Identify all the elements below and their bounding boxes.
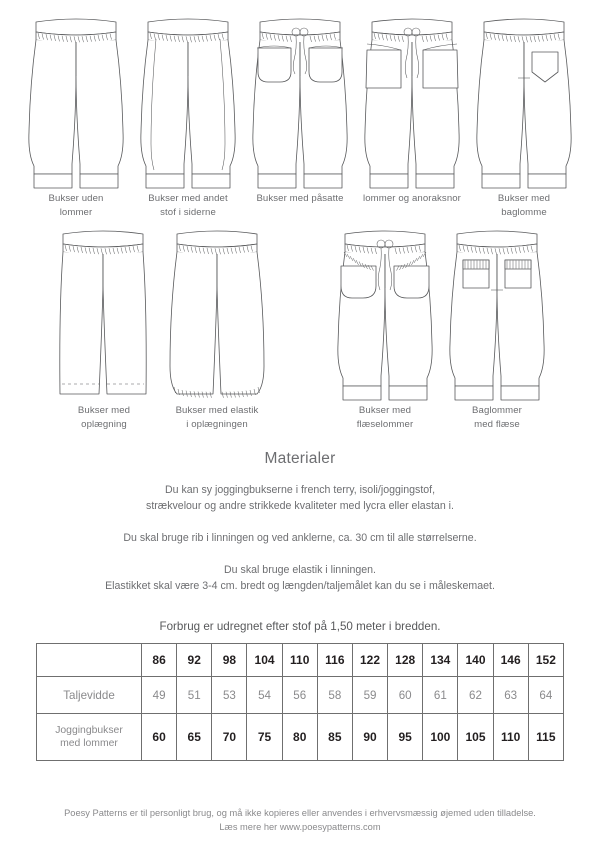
table-cell: 60 — [142, 714, 177, 761]
table-size-116: 116 — [317, 644, 352, 677]
illustration-row-2 — [0, 220, 600, 404]
illustration-row-1 — [0, 0, 600, 192]
table-cell: 61 — [423, 677, 458, 714]
table-row-label-taljevidde: Taljevidde — [37, 677, 142, 714]
table-size-146: 146 — [493, 644, 528, 677]
table-cell: 64 — [528, 677, 563, 714]
illustration-pants-slant-pockets-cord — [356, 14, 468, 192]
table-cell: 70 — [212, 714, 247, 761]
table-cell: 51 — [177, 677, 212, 714]
table-row-label-joggingbukser: Joggingbukser med lommer — [37, 714, 142, 761]
footer-copyright: Poesy Patterns er til personligt brug, og må ikke kopieres eller anvendes i erhvervsmæssig øjemed uden tilladelse. — [64, 808, 536, 818]
size-table — [36, 643, 564, 761]
caption-pants-patch-pockets: Bukser med påsatte — [256, 193, 344, 204]
materials-paragraph-fabric: Du kan sy joggingbukserne i french terry, isoli/joggingstof, strækvelour og andre strikkede kvaliteter med lycra eller elastan i. — [146, 484, 454, 512]
caption-row-2-spacer — [273, 404, 329, 432]
caption-row-2 — [0, 404, 600, 432]
table-size-104: 104 — [247, 644, 282, 677]
table-cell: 53 — [212, 677, 247, 714]
table-cell: 110 — [493, 714, 528, 761]
footer-website: Læs mere her www.poesypatterns.com — [219, 822, 381, 832]
illustration-pants-back-pocket — [468, 14, 580, 192]
illustration-pants-elastic-hem — [161, 226, 273, 404]
table-row-taljevidde — [37, 677, 564, 714]
table-cell: 75 — [247, 714, 282, 761]
caption-pants-elastic-hem: Bukser med elastik i oplægningen — [175, 405, 259, 430]
table-corner-cell — [37, 644, 142, 677]
table-cell: 58 — [317, 677, 352, 714]
table-row-joggingbukser — [37, 714, 564, 761]
illustration-pants-patch-pockets — [244, 14, 356, 192]
table-cell: 62 — [458, 677, 493, 714]
caption-pants-ruffle-pockets: Bukser med flæselommer — [356, 405, 414, 430]
table-size-122: 122 — [352, 644, 387, 677]
materials-title: Materialer — [264, 450, 336, 467]
caption-pants-plain: Bukser uden lommer — [48, 193, 104, 218]
table-cell: 56 — [282, 677, 317, 714]
table-cell: 115 — [528, 714, 563, 761]
caption-pants-side-panel: Bukser med andet stof i siderne — [148, 193, 228, 218]
table-size-92: 92 — [177, 644, 212, 677]
illustration-pants-back-ruffle-pockets — [441, 226, 553, 404]
illustration-pants-plain — [20, 14, 132, 192]
table-cell: 105 — [458, 714, 493, 761]
table-header-row — [37, 644, 564, 677]
caption-pants-hemmed: Bukser med oplægning — [77, 405, 131, 430]
materials-section — [0, 450, 600, 594]
table-cell: 54 — [247, 677, 282, 714]
table-cell: 65 — [177, 714, 212, 761]
illustration-pants-side-panel — [132, 14, 244, 192]
table-cell: 100 — [423, 714, 458, 761]
table-size-128: 128 — [388, 644, 423, 677]
illustration-pants-hemmed — [47, 226, 159, 404]
materials-paragraph-rib: Du skal bruge rib i linningen og ved anklerne, ca. 30 cm til alle størrelserne. — [123, 532, 477, 544]
table-cell: 90 — [352, 714, 387, 761]
illustration-pants-ruffle-pockets — [329, 226, 441, 404]
table-cell: 60 — [388, 677, 423, 714]
caption-pants-back-pocket: Bukser med baglomme — [497, 193, 551, 218]
table-size-140: 140 — [458, 644, 493, 677]
caption-pants-slant-pockets-cord: lommer og anoraksnor — [363, 193, 461, 204]
table-cell: 85 — [317, 714, 352, 761]
table-size-98: 98 — [212, 644, 247, 677]
footer — [0, 806, 600, 834]
table-size-152: 152 — [528, 644, 563, 677]
table-size-110: 110 — [282, 644, 317, 677]
table-cell: 95 — [388, 714, 423, 761]
table-cell: 63 — [493, 677, 528, 714]
table-size-86: 86 — [142, 644, 177, 677]
materials-paragraph-elastic: Du skal bruge elastik i linningen. Elastikket skal være 3-4 cm. bredt og længden/taljemålet kan du se i måleskemaet. — [105, 564, 495, 592]
table-cell: 80 — [282, 714, 317, 761]
table-size-134: 134 — [423, 644, 458, 677]
table-heading: Forbrug er udregnet efter stof på 1,50 meter i bredden. — [159, 620, 441, 633]
caption-pants-back-ruffle-pockets: Baglommer med flæse — [472, 405, 522, 430]
table-cell: 49 — [142, 677, 177, 714]
caption-row-1 — [0, 192, 600, 220]
table-cell: 59 — [352, 677, 387, 714]
